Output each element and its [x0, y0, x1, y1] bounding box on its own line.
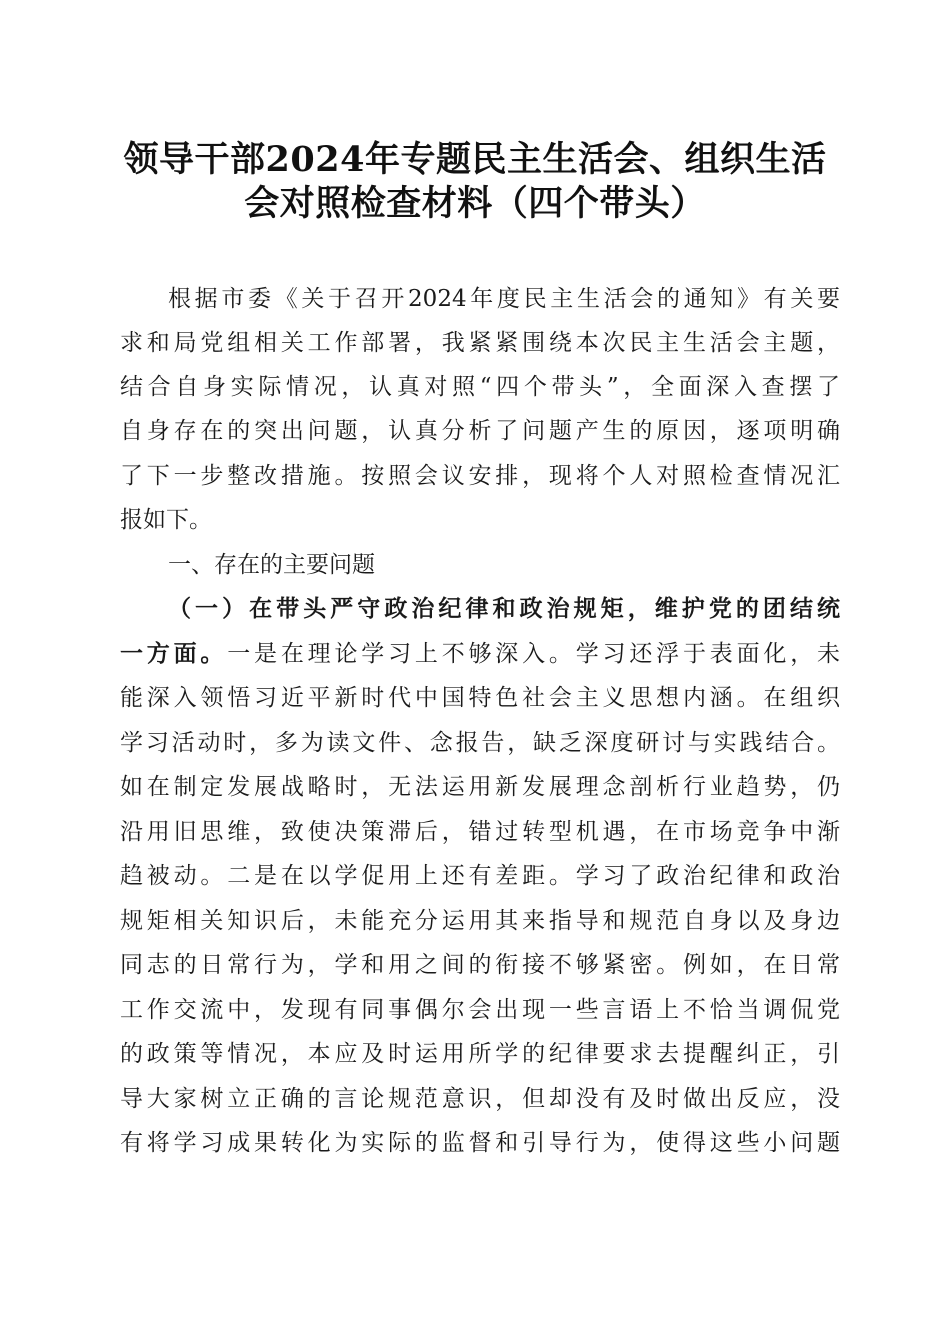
body-paragraph-line: 工作交流中，发现有同事偶尔会出现一些言语上不恰当调侃党	[120, 997, 840, 1023]
body-paragraph-line: 规矩相关知识后，未能充分运用其来指导和规范自身以及身边	[120, 908, 840, 934]
body-paragraph-line: 导大家树立正确的言论规范意识，但却没有及时做出反应，没	[120, 1086, 840, 1112]
intro-paragraph-line: 结合自身实际情况，认真对照“四个带头”，全面深入查摆了	[120, 374, 840, 400]
body-paragraph-line: 沿用旧思维，致使决策滞后，错过转型机遇，在市场竞争中渐	[120, 819, 840, 845]
document-title-line-2: 会对照检查材料（四个带头）	[244, 183, 706, 224]
body-paragraph-line: 如在制定发展战略时，无法运用新发展理念剖析行业趋势，仍	[120, 774, 840, 800]
body-paragraph-line: 有将学习成果转化为实际的监督和引导行为，使得这些小问题	[120, 1130, 840, 1156]
intro-paragraph-line: 求和局党组相关工作部署，我紧紧围绕本次民主生活会主题，	[120, 330, 840, 356]
body-paragraph-line: 学习活动时，多为读文件、念报告，缺乏深度研讨与实践结合。	[120, 730, 840, 756]
intro-paragraph-line: 根据市委《关于召开2024年度民主生活会的通知》有关要	[168, 286, 840, 312]
body-paragraph-line: 同志的日常行为，学和用之间的衔接不够紧密。例如，在日常	[120, 952, 840, 978]
body-paragraph-line	[120, 639, 840, 669]
section-heading: 一、存在的主要问题	[168, 552, 375, 578]
body-text: 一是在理论学习上不够深入。学习还浮于表面化，未	[227, 641, 841, 667]
body-paragraph-line: 趋被动。二是在以学促用上还有差距。学习了政治纪律和政治	[120, 863, 840, 889]
body-paragraph-line: 的政策等情况，本应及时运用所学的纪律要求去提醒纠正，引	[120, 1041, 840, 1067]
intro-paragraph-line: 自身存在的突出问题，认真分析了问题产生的原因，逐项明确	[120, 418, 840, 444]
subsection-heading-end: 一方面。	[120, 640, 228, 667]
document-title-line-1: 领导干部2024年专题民主生活会、组织生活	[123, 139, 827, 180]
intro-paragraph-line: 了下一步整改措施。按照会议安排，现将个人对照检查情况汇	[120, 463, 840, 489]
subsection-heading-line: （一）在带头严守政治纪律和政治规矩，维护党的团结统	[168, 595, 840, 622]
body-paragraph-line: 能深入领悟习近平新时代中国特色社会主义思想内涵。在组织	[120, 685, 840, 711]
intro-paragraph-line: 报如下。	[120, 507, 212, 533]
